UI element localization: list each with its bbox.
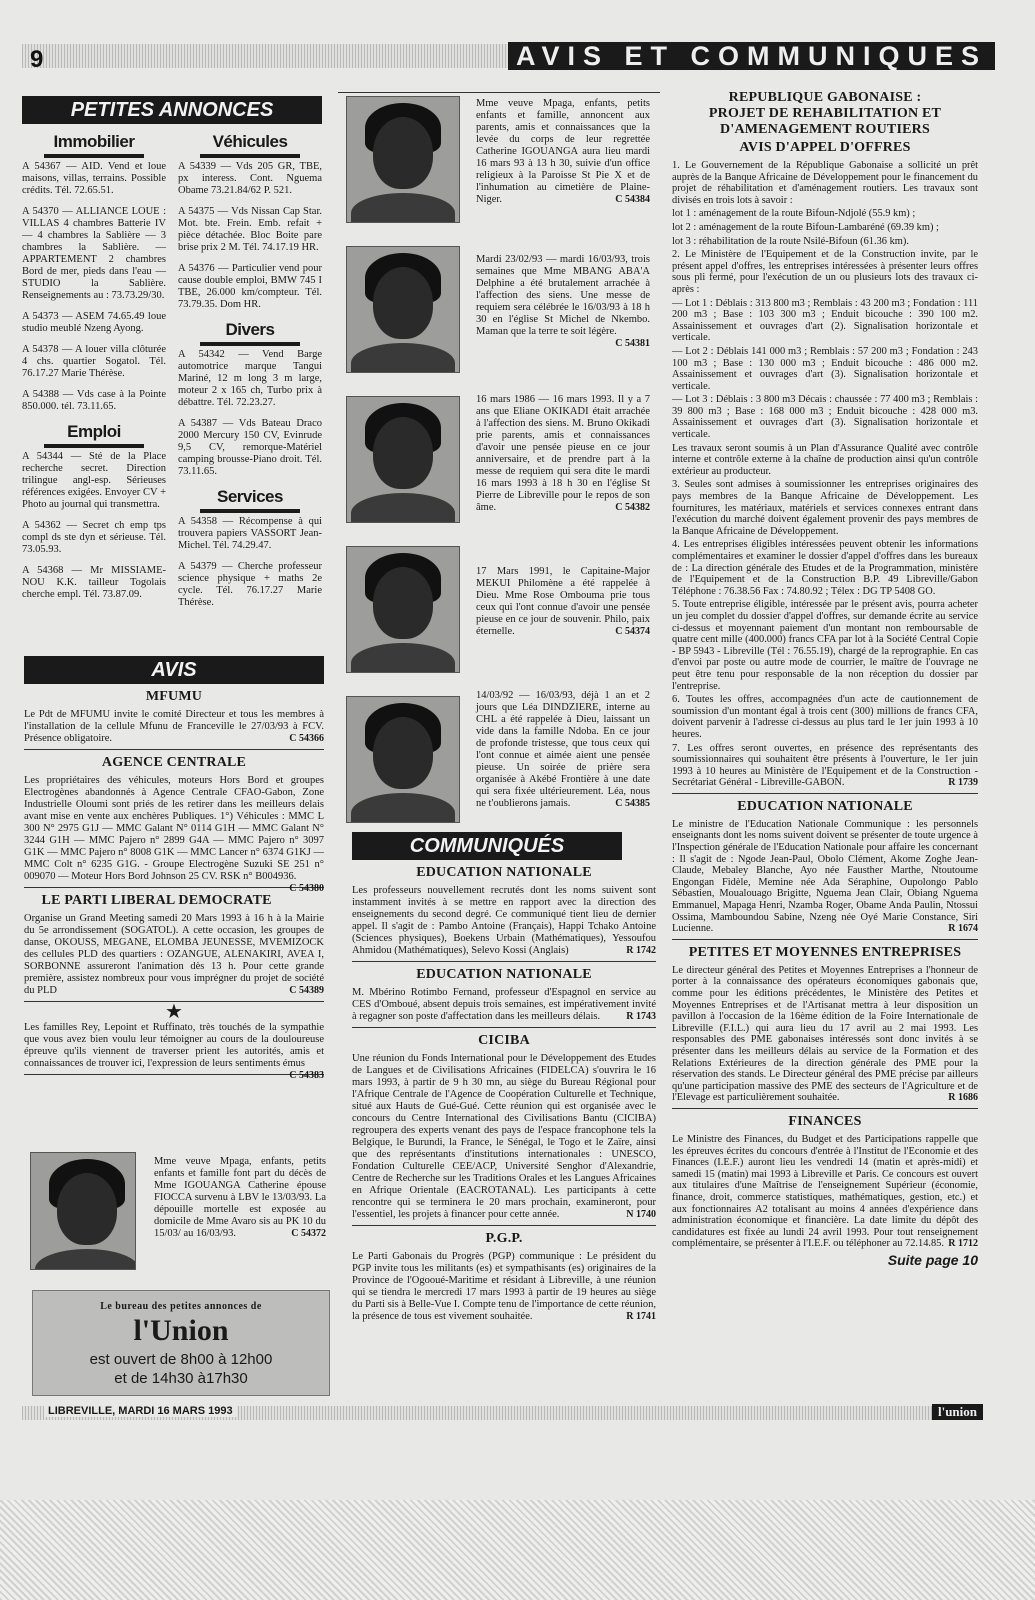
tender-paragraph: lot 1 : aménagement de la route Bifoun-Ndjolé (55.9 km) ; (672, 208, 916, 220)
communiques-section (352, 832, 656, 1325)
scan-noise (0, 1500, 1035, 1600)
ref-code: R 1739 (948, 777, 978, 789)
communique-text: M. Mbérino Rotimbo Fernand, professeur d'Espagnol en service au CES d'Omboué, absent depuis trois semaines, est impérativement invité à regagner son poste d'affectation dans les meilleurs délais. (352, 987, 656, 1022)
tender-paragraph: lot 2 : aménagement de la route Bifoun-Lambaréné (69.39 km) ; (672, 221, 939, 233)
communique-text: Une réunion du Fonds International pour le Développement des Etudes de Langues et de Civilisations Africaines (FIDELCA) s'ouvrira le 16 mars 1993, à partir de 9 h 30 mn, au siège du Bureau Régional pour l'Afrique Centrale de l'Agence de Coopération Culturelle et Technique, situé aux Hauts de Gué-Gué. Cette réunion qui est organisée avec le concours du Centre International des Civilisations Bantu (CICIBA) regroupera des experts venant des pays de l'espace francophone tels la Belgique, le Burundi, la France, le Sénégal, le Togo et le Zaïre, ainsi que des représentants d'institutions internationales : UNESCO, Fondation Culturelle CEE/ACP, Université Senghor d'Alexandrie, Centre de Recherche sur les Traditions Orales et les Langues Africaines en Afrique Orientale (EACROTANAL). Les participants à cette rencontre qui se terminera le 20 mars prochain, examineront, pour l'essentiel, les projets à financer pour cette année. (352, 1053, 656, 1220)
notice-heading: EDUCATION NATIONALE (737, 798, 913, 814)
tender-paragraph: 2. Le Ministère de l'Equipement et de la Construction invite, par le présent appel d'offres, les entreprises intéressées à présenter leurs offres sous pli fermé, pour l'exécution de un ou plusieurs lots des travaux ci-après : (672, 249, 978, 295)
tender-paragraph: lot 3 : réhabilitation de la route Nsilé-Bifoun (61.36 km). (672, 235, 909, 247)
petites-annonces-banner: PETITES ANNONCES (22, 96, 322, 124)
divider (672, 1108, 978, 1109)
category-emploi: Emploi (22, 422, 166, 448)
portrait-photo (346, 96, 460, 223)
bureau-hours1: est ouvert de 8h00 à 12h00 (89, 1351, 273, 1368)
portrait-photo (346, 546, 460, 673)
tender-paragraph: — Lot 2 : Déblais 141 000 m3 ; Remblais : 57 200 m3 ; Fondation : 243 100 m3 ; Base : 130 000 m3 ; Enduit bicouche : 486 000 m2. Assainissement et ouvrages d'art (3). Signalisation horizontale et verticale. (672, 345, 978, 392)
petites-annonces (22, 96, 322, 618)
ref-code: C 54384 (615, 194, 650, 205)
ads-right-subcolumn (178, 128, 322, 618)
communique-heading: P.G.P. (485, 1231, 523, 1246)
portrait-photo (346, 396, 460, 523)
communique-heading: EDUCATION NATIONALE (416, 967, 592, 982)
obituary-text: 16 mars 1986 — 16 mars 1993. Il y a 7 ans que Eliane OKIKADI était arrachée à l'affection des siens. M. Bruno Okikadi prie parents, amis et connaissances d'avoir une pensée pieuse en ce jour anniversaire, et de prendre part à la messe de requiem qui sera dite le mardi 16 mars 1993 à 18 h 30 en l'église St Pierre de Libreville pour le repos de son âme. (476, 394, 650, 513)
ref-code: C 54372 (291, 1228, 326, 1239)
ref-code: C 54380 (289, 883, 324, 894)
category-divers: Divers (178, 320, 322, 346)
ref-code: C 54374 (615, 626, 650, 637)
ad-item: A 54378 — A louer villa clôturée 4 chs. quartier Sogatol. Tél. 76.17.27 Marie Thérèse. (22, 344, 166, 379)
tender-title-1: REPUBLIQUE GABONAISE : (728, 90, 922, 105)
avis-heading: AGENCE CENTRALE (101, 755, 247, 770)
divider (24, 887, 324, 888)
tender-paragraph: 6. Toutes les offres, accompagnées d'un acte de cautionnement de soumission d'un montant égal à trois cent (300) millions de francs CFA, doivent parvenir à l'adresse ci-dessus au plus tard le 1er juin 1993 à 10 heures. (672, 694, 978, 740)
tender-title-2: PROJET DE REHABILITATION ET D'AMENAGEMENT ROUTIERS (708, 106, 942, 137)
ad-item: A 54387 — Vds Bateau Draco 2000 Mercury 150 CV, Evinrude 9,5 CV, remorque-Matériel camping brousse-Piano droit. Tél. 73.11.65. (178, 418, 322, 477)
divider (24, 1074, 324, 1075)
page-number: 9 (30, 46, 44, 73)
suite-page-link: Suite page 10 (887, 1251, 978, 1268)
communique-heading: CICIBA (478, 1033, 530, 1048)
communiques-banner: COMMUNIQUÉS (352, 832, 622, 860)
tender-paragraph: 5. Toute entreprise éligible, intéressée par le présent avis, pourra acheter un jeu complet du dossier d'appel d'offres, sur demande écrite au service ci-dessus et moyennant paiement d'un montant non remboursable de quatre cent mille (400.000) francs CFA par lot à la Société Central Copie - BP 5943 - Libreville (Tél : 76.55.19), chargé de la reprographie. En cas d'envoi par poste ou autre mode de courrier, le maître de l'ouvrage ne peut être tenu pour responsable de la non réception du dossier par l'entreprise. (672, 599, 978, 692)
avis-text: Le Pdt de MFUMU invite le comité Directeur et tous les membres à l'installation de la cellule Mfunu de Franceville le 27/03/93 à FCV. Présence obligatoire. (24, 709, 324, 744)
bureau-logo: l'Union (133, 1314, 229, 1347)
right-column (672, 88, 978, 1268)
ad-item: A 54342 — Vend Barge automotrice marque Tangui Mariné, 12 m long 3 m large, moteur 2 x 165 ch, Turbo prix à débattre. Tél. 72.23.27. (178, 349, 322, 408)
tender-title-3: AVIS D'APPEL D'OFFRES (739, 140, 911, 155)
ref-code: R 1674 (948, 923, 978, 935)
bureau-line1: Le bureau des petites annonces de (100, 1301, 262, 1312)
avis-text: Les propriétaires des véhicules, moteurs Hors Bord et groupes Electrogènes abandonnés à Agence Centrale CFAO-Gabon, Zone Industrielle Oloumi sont priés de les retirer dans les meilleurs delais avant mise en vente aux enchères Publiques. 1°) Véhicules : MMC L 300 N° 2975 G1J — MMC Galant N° 0114 G1H — MMC Galant N° 3244 G1H — MMC Pajero n° 2899 G4A — MMC Pajero n° 3097 G1K — MMC Pajero n° 8008 G1K — MMC Lancer n° 6374 G1KJ — MMC Colt n° 6235 G1G. - Groupe Electrogène Suzuki SE 251 n° 009070 — Moteur Hors Bord Johnson 25 CV. RSK n° B004936. (24, 775, 324, 882)
avis-heading: LE PARTI LIBERAL DEMOCRATE (41, 893, 272, 908)
ad-item: A 54376 — Particulier vend pour cause double emploi, BMW 745 I TBE, 26.000 km/compteur. Tél. 73.79.35. Dom HR. (178, 263, 322, 310)
ad-item: A 54379 — Cherche professeur science physique + maths 2e cycle. Tél. 76.17.27 Marie Thérèse. (178, 561, 322, 608)
footer-logo: l'union (932, 1404, 983, 1420)
ref-code: C 54385 (615, 798, 650, 809)
divider (672, 939, 978, 940)
tender-paragraph: 1. Le Gouvernement de la République Gabonaise a sollicité un prêt auprès de la Banque Africaine de Développement pour le financement du projet de réhabilitation et d'aménagement routiers. Les travaux sont divisés en trois lots à savoir : (672, 160, 978, 206)
ad-item: A 54362 — Secret ch emp tps compl ds ste dyn et sérieuse. Tél. 73.05.93. (22, 520, 166, 555)
portrait-photo (346, 696, 460, 823)
notice-text: Le ministre de l'Education Nationale Communique : les personnels enseignants dont les noms suivent doivent se présenter de toute urgence à l'Inspection générale de l'Education Nationale pour affaire les concernant : Il s'agit de : Ngode Jean-Paul, Obolo Clément, Akome Zoghe Jean-Claude, Mebaley Blanche, Ayo née Fausther Marthe, Ntoutoume Engongan Fidèle, Memine née Ada Séraphine, Oupolongo Pablo Sébastien, Moualouago Brigitte, Nguema Jean Clair, Obiang Nguema Emmanuel, Mapaga Henri, Nzamba Roger, Obame Anda Paulin, Ntossui Ossima, Mamboundou Sabine, Nzeng née Oyé Marie Constance, Siri Lucienne. (672, 818, 978, 935)
ref-code: C 54381 (615, 338, 650, 349)
tender-paragraph: — Lot 3 : Déblais : 3 800 m3 Décais : chaussée : 77 400 m3 ; Remblais : 39 800 m3 ; Base : 168 000 m3 ; Enduit bicouche : 428 000 m3. Assainissement et ouvrages d'art (3). Signalisation horizontale et verticale. (672, 394, 978, 441)
tender-paragraph: 3. Seules sont admises à soumissionner les entreprises originaires des pays membres de la Banque Africaine de Développement. Les fournitures, les matériaux, matériels et services connexes entrant dans l'exécution du marché doivent également provenir des pays membres de la Banque Africaine de Développement. (672, 479, 978, 537)
obituary-text: Mme veuve Mpaga, enfants, petits enfants et famille, annoncent aux parents, amis et connaissances que la levée du corps de leur regrettée Catherine IGOUANGA aura lieu mardi 16 mars 93 à 13 h 30, suivie d'un office religieux à la Paroisse St Pie X et de l'inhumation au cimetière de Plaine-Niger. (476, 98, 650, 205)
communique-text: Les professeurs nouvellement recrutés dont les noms suivent sont instamment invités à se mettre en rapport avec la direction des enseignements du second degré. Ce communiqué tient lieu de dernier appel. Il s'agit de : Pambo Antoine (Français), Happi Tchako Antoine (Sciences physiques), Boekens Urbain (Mathématiques), Yessoufou Ahmidou (Mathématiques), Selevo Kossi (Anglais) (352, 885, 656, 956)
ref-code: C 54382 (615, 502, 650, 513)
category-vehicules: Véhicules (178, 132, 322, 158)
deces-text: Mme veuve Mpaga, enfants, petits enfants et famille font part du décès de Mme IGOUANGA Catherine épouse FIOCCA survenu à LBV le 13/03/93. La dépouille mortelle est exposée au domicile de Mme Avaro sis au PK 10 du 15/03/ au 16/03/93. (154, 1156, 326, 1239)
communique-text: Le Parti Gabonais du Progrès (PGP) communique : Le président du PGP invite tous les militants (es) et sympathisants (es) originaires de la Province de l'Ogooué-Maritime et résidant à Libreville, à une réunion qui se tiendra le mercredi 17 mars 1993 à partir de 19 heures au siège du Parti sis à Belle-Vue I. Compte tenu de l'importance de cette réunion, la présence de tous est vivement souhaitée. (352, 1251, 656, 1322)
ref-code: C 54383 (289, 1070, 324, 1081)
obituary (476, 98, 650, 206)
obituary (476, 690, 650, 810)
ads-left-subcolumn (22, 128, 166, 618)
divider (352, 1027, 656, 1028)
ref-code: C 54366 (289, 733, 324, 744)
tender-paragraph: 4. Les entreprises éligibles intéressées peuvent obtenir les informations complémentaires et examiner le dossier d'appel d'offres dans les bureaux de : La direction générale des Etudes et de la Programmation, ministère de l'Equipement et de la Construction B.P. 49 Libreville/Gabon Téléphone : 76.38.56 Fax : 74.80.92 ; Télex : DG TP 5408 GO. (672, 539, 978, 597)
obituary-text: Mardi 23/02/93 — mardi 16/03/93, trois semaines que Mme MBANG ABA'A Delphine a été brutalement arrachée à l'affection des siens. Une messe de requiem sera célébrée le 16/03/93 à 18 h 30 en l'église St Michel de Nkembo. Maman que la terre te soit légère. (476, 254, 650, 337)
footer-date: LIBREVILLE, MARDI 16 MARS 1993 (44, 1405, 237, 1417)
portrait-photo (346, 246, 460, 373)
ref-code: R 1712 (948, 1238, 978, 1250)
notice-heading: FINANCES (788, 1113, 862, 1129)
obituary-text: 17 Mars 1991, le Capitaine-Major MEKUI Philomène a été rappelée à Dieu. Mme Rose Ombouma prie tous ceux qui l'ont connue d'avoir une pensée pieuse en ce jour de souvenir. Philo, paix éternelle. (476, 566, 650, 637)
divider (24, 749, 324, 750)
divider (352, 961, 656, 962)
notice-heading: PETITES ET MOYENNES ENTREPRISES (688, 944, 962, 960)
ad-item: A 54373 — ASEM 74.65.49 loue studio meublé Nzeng Ayong. (22, 311, 166, 334)
communique-heading: EDUCATION NATIONALE (416, 865, 592, 880)
ad-item: A 54339 — Vds 205 GR, TBE, px interess. Cont. Nguema Obame 73.21.84/62 P. 521. (178, 161, 322, 196)
ad-item: A 54358 — Récompense à qui trouvera papiers VASSORT Jean-Michel. Tél. 74.29.47. (178, 516, 322, 551)
ref-code: R 1743 (626, 1011, 656, 1022)
ad-item: A 54344 — Sté de la Place recherche secret. Direction trilingue angl-esp. Sérieuses références exigées. Envoyer CV + Photo au journal qui transmettra. (22, 451, 166, 510)
notice-text: Le Ministre des Finances, du Budget et des Participations rappelle que les épreuves écrites du concours d'entrée à l'Institut de l'Economie et des Finances (I.E.F.) auront lieu les vendredi 14 (matin et après-midi) et samedi 15 (matin) mai 1993 à Libreville et Paris. Ce concours est ouvert aux titulaires d'une Maîtrise de l'enseignement Supérieur (économie, finance, droit, commerce statistiques, mathématiques, gestion, etc.) et aux fonctionnaires A2 totalisant au moins 4 années d'expérience dans administration économique et financière. La date limite du dépôt des candidatures est fixée au lundi 24 avril 1993. Pour tout renseignement complémentaire, se présenter à l'I.E.F. ou téléphoner au 72.14.85. (672, 1133, 978, 1250)
ref-code: R 1686 (948, 1092, 978, 1104)
bureau-box (32, 1290, 330, 1396)
ref-code: C 54389 (289, 985, 324, 996)
bureau-hours2: et de 14h30 à17h30 (114, 1370, 248, 1387)
notice-text: Le directeur général des Petites et Moyennes Entreprises a l'honneur de porter à la connaissance des opérateurs économiques gabonais que, comme pour les éditions précédentes, le Ministère des Petites et Moyennes Entreprises et de l'Artisanat mettra à leur disposition un pavillon à l'occasion de la 16ème édition de la Foire Internationale de Libreville (F.I.L.) qui aura lieu du 17 avril au 2 mai 1993. Les responsables des PME gabonaises intéressés sont donc invités à se présenter dans les meilleurs délais au service de la Formation et des Relations Extérieures de la direction générale des PME pour la réservation des stands. Le Directeur général des PME précise par ailleurs qu'une participation massive des PME des secteurs de l'Agriculture et de l'Elevage est particulièrement souhaitée. (672, 964, 978, 1104)
avis-text: Organise un Grand Meeting samedi 20 Mars 1993 à 16 h à la Mairie du 5e arrondissement (SOGATOL). A cette occasion, les groupes de danse, OKOUSS, MEGANE, ELOMBA JEUNESSE, MVEMIZOCK des cellules PLD des quartiers : OZANGUE, ALENAKIRI, AVEA I, SORBONNE assureront l'animation dès 13 h. Pour cette grande première, assistez nombreux pour vous imprégner du projet de société du PLD (24, 913, 324, 996)
ad-item: A 54368 — Mr MISSIAME-NOU K.K. tailleur Togolais cherche empl. Tél. 73.87.09. (22, 565, 166, 600)
divider (352, 1225, 656, 1226)
tender-paragraph: 7. Les offres seront ouvertes, en présence des représentants des soumissionnaires qui souhaitent être présents à l'ouverture, le 1er juin 1993 à 10 heures au Ministère de l'Equipement et de la Construction - Secrétariat Général - Libreville-GABON. (672, 742, 978, 789)
obituary-text: 14/03/92 — 16/03/93, déjà 1 an et 2 jours que Léa DINDZIERE, interne au CHL a été rappelée à Dieu, laissant un vide dans la famille Ndoba. En ce jour de profonde tristesse, que tous ceux qui l'ont connue et aimée aient une pensée pieuse. Un soirée de prière sera organisée à Akébé Frontière à une date qui sera fixée ultérieurement. Léa, nous ne t'oublierons jamais. (476, 690, 650, 809)
star-ornament: ★ (165, 1001, 183, 1023)
ref-code: R 1741 (626, 1311, 656, 1322)
ad-item: A 54367 — AID. Vend et loue maisons, villas, terrains. Possible crédits. Tél. 72.65.51. (22, 161, 166, 196)
ad-item: A 54370 — ALLIANCE LOUE : VILLAS 4 chambres Batterie IV — 4 chambres la Sablière — 3 chambres la Sablière. — APPARTEMENT 2 chambres Bord de mer, pieds dans l'eau — STUDIO la Sablière. Renseignements au : 73.73.29/30. (22, 206, 166, 301)
ref-code: R 1742 (626, 945, 656, 956)
ref-code: N 1740 (626, 1209, 656, 1220)
divider (672, 793, 978, 794)
middle-top-rule (338, 92, 660, 93)
obituary (476, 254, 650, 350)
avis-section (24, 656, 324, 1082)
section-title: AVIS ET COMMUNIQUES (508, 42, 995, 70)
category-immobilier: Immobilier (22, 132, 166, 158)
ad-item: A 54375 — Vds Nissan Cap Star. Mot. bte. Frein. Emb. refait + pièce détachée. Bloc Boite pare brise prix 2 M. Tél. 74.17.19 HR. (178, 206, 322, 253)
obituary (476, 566, 650, 638)
deces-notice (154, 1156, 326, 1240)
obituary (476, 394, 650, 514)
tender-paragraph: Les travaux seront soumis à un Plan d'Assurance Qualité avec contrôle interne et contrôle externe à la chaîne de production ainsi qu'un contrôle extérieur au producteur. (672, 442, 978, 477)
avis-heading: MFUMU (145, 689, 203, 704)
avis-banner: AVIS (24, 656, 324, 684)
portrait-photo (30, 1152, 136, 1270)
ad-item: A 54388 — Vds case à la Pointe 850.000. tél. 73.11.65. (22, 389, 166, 412)
category-services: Services (178, 487, 322, 513)
tender-paragraph: — Lot 1 : Déblais : 313 800 m3 ; Remblais : 43 200 m3 ; Fondation : 111 200 m3 ; Base : 103 300 m3 ; Enduit bicouche : 390 100 m2. Assainissement et ouvrages d'art (2). Signalisation horizontale et verticale. (672, 297, 978, 344)
avis-text: Les familles Rey, Lepoint et Ruffinato, très touchés de la sympathie que vous avez bien voulu leur témoigner au cours de la douloureuse épreuve qu'ils viennent de traverser prient les autorités, amis et connaissances de trouver ici, l'expression de leurs sentiments émus (24, 1022, 324, 1069)
